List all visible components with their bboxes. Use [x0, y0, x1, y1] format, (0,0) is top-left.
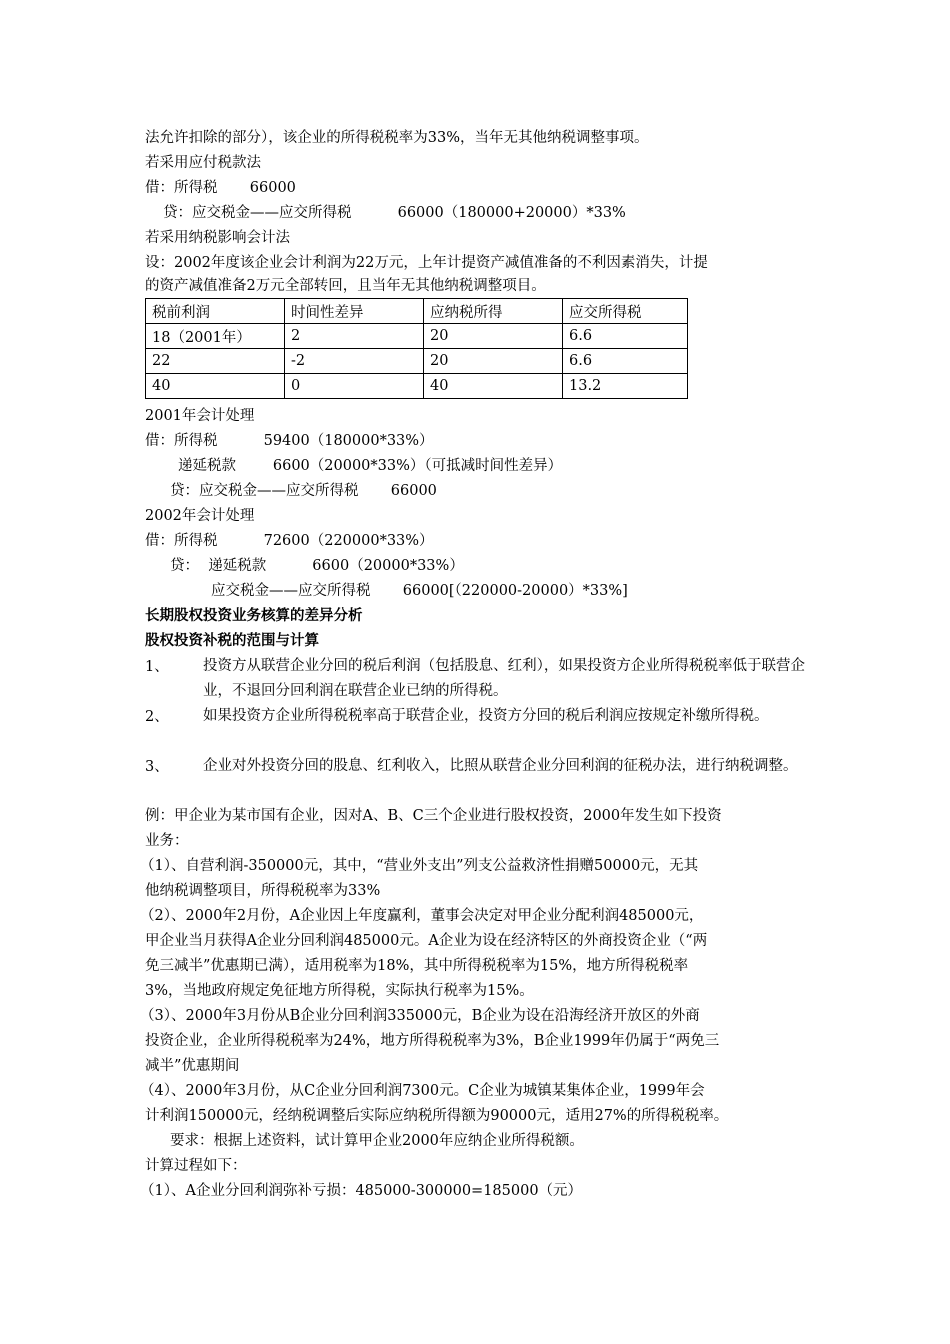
- text-line: 法允许扣除的部分），该企业的所得税税率为33%，当年无其他纳税调整事项。: [145, 130, 649, 146]
- text-line: 要求：根据上述资料，试计算甲企业2000年应纳企业所得税额。: [170, 1133, 584, 1149]
- journal-line: 贷： 递延税款 6600（20000*33%）: [170, 558, 464, 574]
- table-row: [146, 374, 688, 399]
- table-row: [146, 324, 688, 349]
- text-line: 若采用纳税影响会计法: [145, 230, 290, 246]
- journal-line: 借：所得税 59400（180000*33%）: [145, 433, 434, 449]
- text-line: （1）、自营利润-350000元，其中，“营业外支出”列支公益救济性捐赠50000元，无其: [140, 858, 699, 874]
- journal-line: 应交税金——应交所得税 66000[（220000-20000）*33%]: [211, 583, 628, 599]
- table-header-row: [146, 299, 688, 324]
- journal-line: 借：所得税 72600（220000*33%）: [145, 533, 434, 549]
- text-line: 业务：: [145, 833, 189, 849]
- table-cell: 22: [146, 349, 285, 374]
- table-header: 税前利润: [146, 299, 285, 324]
- table-header: 应交所得税: [563, 299, 688, 324]
- table-cell: 20: [424, 349, 563, 374]
- journal-line: 借：所得税 66000: [145, 180, 296, 196]
- text-line: 计利润150000元，经纳税调整后实际应纳税所得额为90000元，适用27%的所得税税率。: [145, 1108, 729, 1124]
- table-cell: 18（2001年）: [146, 324, 285, 349]
- table-cell: 40: [146, 374, 285, 399]
- text-line: 设：2002年度该企业会计利润为22万元，上年计提资产减值准备的不利因素消失，计提: [145, 255, 708, 271]
- table-cell: 0: [285, 374, 424, 399]
- text-line: 减半”优惠期间: [145, 1058, 240, 1074]
- table-cell: 40: [424, 374, 563, 399]
- text-line: 计算过程如下：: [145, 1158, 247, 1174]
- table-cell: -2: [285, 349, 424, 374]
- text-line: （1）、A企业分回利润弥补亏损：485000-300000=185000（元）: [140, 1183, 583, 1199]
- text-line: 2002年会计处理: [145, 508, 255, 524]
- table-cell: 2: [285, 324, 424, 349]
- list-number: 1、: [145, 659, 169, 675]
- journal-line: 贷：应交税金——应交所得税 66000: [170, 483, 437, 499]
- section-heading: 股权投资补税的范围与计算: [145, 633, 319, 649]
- journal-line: 递延税款 6600（20000*33%）（可抵减时间性差异）: [178, 458, 563, 474]
- list-item: 企业对外投资分回的股息、红利收入，比照从联营企业分回利润的征税办法，进行纳税调整。: [203, 758, 798, 774]
- text-line: 3%，当地政府规定免征地方所得税，实际执行税率为15%。: [145, 983, 534, 999]
- table-cell: 20: [424, 324, 563, 349]
- text-line: 若采用应付税款法: [145, 155, 261, 171]
- text-line: （4）、2000年3月份，从C企业分回利润7300元。C企业为城镇某集体企业，1999年会: [140, 1083, 705, 1099]
- tax-table: [145, 298, 688, 399]
- text-line: 2001年会计处理: [145, 408, 255, 424]
- text-line: （3）、2000年3月份从B企业分回利润335000元，B企业为设在沿海经济开放区的外商: [140, 1008, 700, 1024]
- text-line: （2）、2000年2月份，A企业因上年度赢利，董事会决定对甲企业分配利润485000元，: [140, 908, 704, 924]
- table-header: 应纳税所得: [424, 299, 563, 324]
- list-number: 3、: [145, 759, 169, 775]
- list-item: 如果投资方企业所得税税率高于联营企业，投资方分回的税后利润应按规定补缴所得税。: [203, 708, 769, 724]
- journal-line: 贷：应交税金——应交所得税 66000（180000+20000）*33%: [163, 205, 626, 221]
- text-line: 例：甲企业为某市国有企业，因对A、B、C三个企业进行股权投资，2000年发生如下投资: [145, 808, 722, 824]
- section-heading: 长期股权投资业务核算的差异分析: [145, 608, 363, 624]
- list-item: 投资方从联营企业分回的税后利润（包括股息、红利），如果投资方企业所得税税率低于联营企业，不退回分回利润在联营企业已纳的所得税。: [203, 658, 805, 699]
- text-line: 免三减半”优惠期已满），适用税率为18%，其中所得税税率为15%，地方所得税税率: [145, 958, 689, 974]
- list-number: 2、: [145, 709, 169, 725]
- table-row: [146, 349, 688, 374]
- text-line: 甲企业当月获得A企业分回利润485000元。A企业为设在经济特区的外商投资企业（“两: [145, 933, 708, 949]
- text-line: 的资产减值准备2万元全部转回，且当年无其他纳税调整项目。: [145, 278, 546, 294]
- table-cell: 6.6: [563, 324, 688, 349]
- text-line: 他纳税调整项目，所得税税率为33%: [145, 883, 381, 899]
- table-header: 时间性差异: [285, 299, 424, 324]
- text-line: 投资企业，企业所得税税率为24%，地方所得税税率为3%，B企业1999年仍属于“两免三: [145, 1033, 720, 1049]
- table-cell: 6.6: [563, 349, 688, 374]
- table-cell: 13.2: [563, 374, 688, 399]
